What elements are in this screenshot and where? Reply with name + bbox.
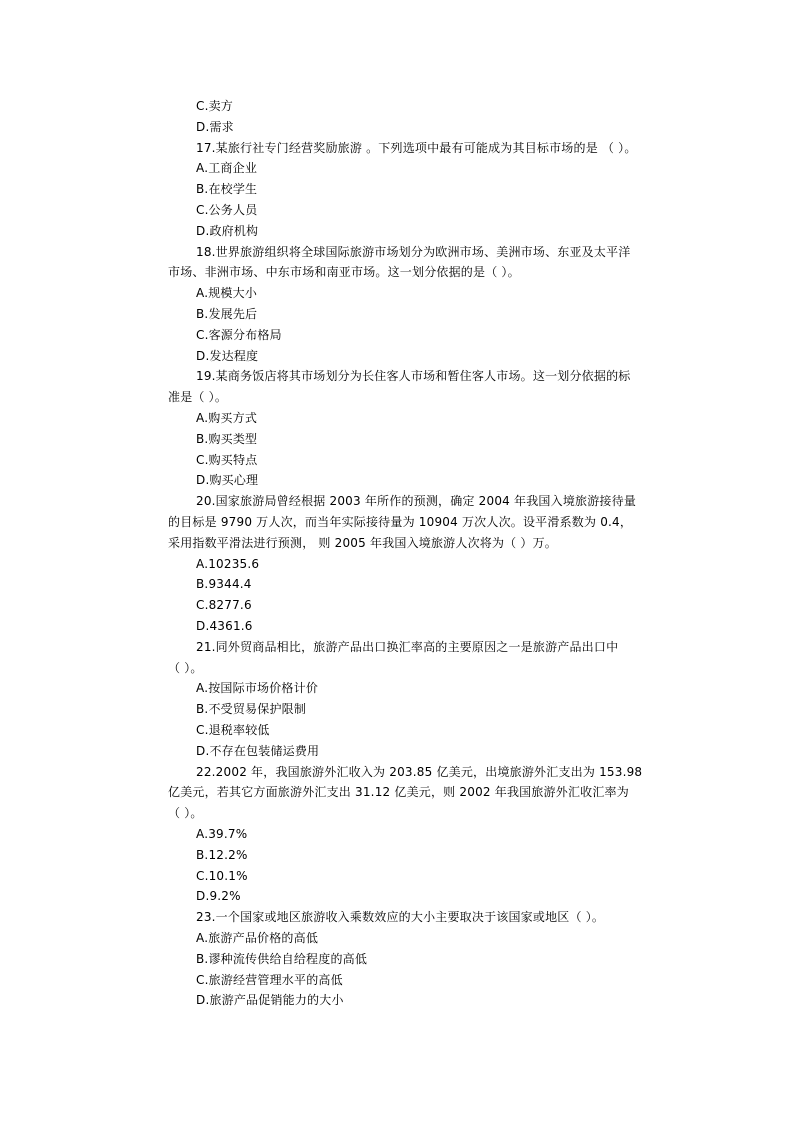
option-a-q22: A.39.7% <box>196 827 248 841</box>
question-19-continued: 准是（ ）。 <box>168 390 228 404</box>
option-b-q23: B.谬种流传供给自给程度的高低 <box>196 952 368 966</box>
option-c-q21: C.退税率较低 <box>196 723 270 737</box>
question-18: 18.世界旅游组织将全球国际旅游市场划分为欧洲市场、美洲市场、东亚及太平洋 <box>196 245 631 259</box>
option-c-q19: C.购买特点 <box>196 453 258 467</box>
question-20-continued-1: 的目标是 9790 万人次，而当年实际接待量为 10904 万次人次。设平滑系数为 0.4， <box>168 515 633 529</box>
question-20: 20.国家旅游局曾经根据 2003 年所作的预测，确定 2004 年我国入境旅游接待量 <box>196 494 637 508</box>
question-23: 23.一个国家或地区旅游收入乘数效应的大小主要取决于该国家或地区（ ）。 <box>196 910 605 924</box>
option-a-q19: A.购买方式 <box>196 411 258 425</box>
question-18-continued: 市场、非洲市场、中东市场和南亚市场。这一划分依据的是（ ）。 <box>168 265 520 279</box>
option-b-q22: B.12.2% <box>196 848 248 862</box>
option-b-q19: B.购买类型 <box>196 432 258 446</box>
option-a-q23: A.旅游产品价格的高低 <box>196 931 319 945</box>
option-c-q22: C.10.1% <box>196 869 248 883</box>
option-c-q23: C.旅游经营管理水平的高低 <box>196 973 343 987</box>
option-c-q16: C.卖方 <box>196 99 233 113</box>
option-a-q21: A.按国际市场价格计价 <box>196 681 319 695</box>
option-c-q18: C.客源分布格局 <box>196 328 282 342</box>
option-d-q18: D.发达程度 <box>196 349 259 363</box>
option-b-q18: B.发展先后 <box>196 307 258 321</box>
question-22-continued-1: 亿美元，若其它方面旅游外汇支出 31.12 亿美元，则 2002 年我国旅游外汇收汇率为 <box>168 785 629 799</box>
option-d-q19: D.购买心理 <box>196 473 259 487</box>
option-d-q16: D.需求 <box>196 120 234 134</box>
option-c-q17: C.公务人员 <box>196 203 258 217</box>
question-21-continued: （ ）。 <box>168 661 203 675</box>
option-d-q23: D.旅游产品促销能力的大小 <box>196 993 344 1007</box>
question-17: 17.某旅行社专门经营奖励旅游 。下列选项中最有可能成为其目标市场的是 （ ）。 <box>196 141 637 155</box>
question-21: 21.同外贸商品相比，旅游产品出口换汇率高的主要原因之一是旅游产品出口中 <box>196 640 619 654</box>
question-22-continued-2: （ ）。 <box>168 806 203 820</box>
option-a-q17: A.工商企业 <box>196 161 258 175</box>
option-d-q20: D.4361.6 <box>196 619 253 633</box>
option-d-q22: D.9.2% <box>196 889 241 903</box>
option-c-q20: C.8277.6 <box>196 598 252 612</box>
option-d-q17: D.政府机构 <box>196 224 259 238</box>
option-b-q21: B.不受贸易保护限制 <box>196 702 307 716</box>
option-d-q21: D.不存在包装储运费用 <box>196 744 320 758</box>
option-a-q20: A.10235.6 <box>196 557 260 571</box>
question-22: 22.2002 年，我国旅游外汇收入为 203.85 亿美元，出境旅游外汇支出为 153.98 <box>196 765 643 779</box>
question-20-continued-2: 采用指数平滑法进行预测， 则 2005 年我国入境旅游人次将为（ ）万。 <box>168 536 557 550</box>
question-19: 19.某商务饭店将其市场划分为长住客人市场和暂住客人市场。这一划分依据的标 <box>196 369 631 383</box>
option-b-q17: B.在校学生 <box>196 182 258 196</box>
option-a-q18: A.规模大小 <box>196 286 258 300</box>
option-b-q20: B.9344.4 <box>196 577 252 591</box>
